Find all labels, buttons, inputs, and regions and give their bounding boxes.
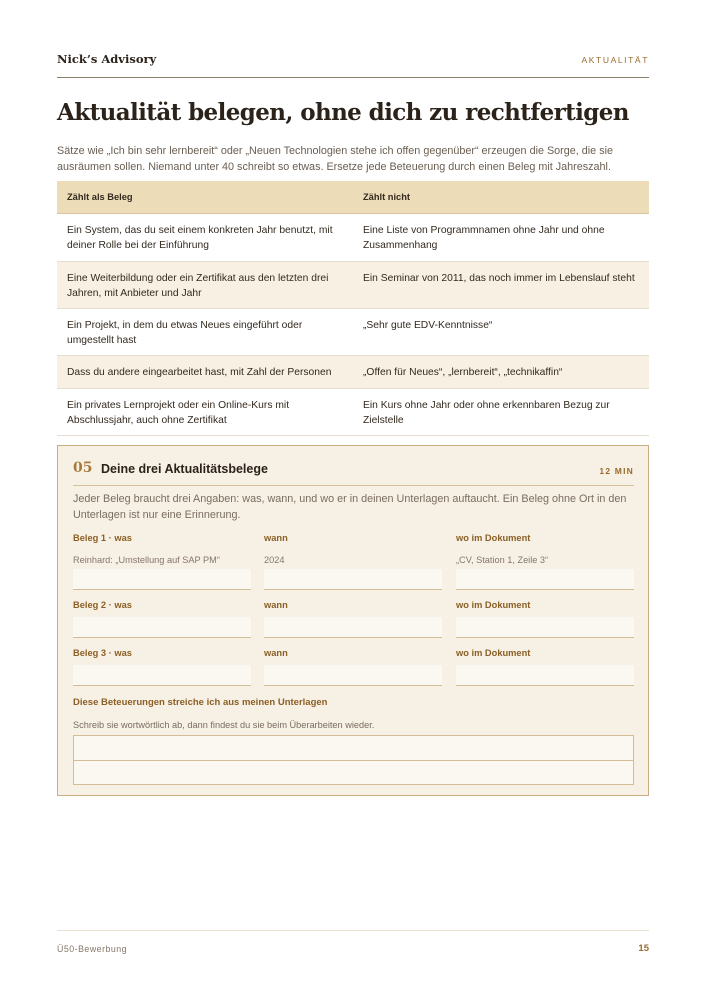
section-tag: AKTUALITÄT	[581, 55, 649, 65]
beleg2-when-field[interactable]	[264, 617, 442, 638]
table-cell: Eine Liste von Programmnamen ohne Jahr und ohne Zusammenhang	[353, 213, 649, 261]
table-row	[57, 213, 649, 261]
beleg3-what-field[interactable]	[73, 665, 251, 686]
label-beleg3-where: wo im Dokument	[456, 648, 531, 658]
label-beleg3-what: Beleg 3 · was	[73, 648, 132, 658]
page-number: 15	[638, 943, 649, 954]
page-header	[57, 52, 649, 78]
table-row	[57, 308, 649, 355]
label-beleg1-where: wo im Dokument	[456, 533, 531, 543]
label-beleg2-what: Beleg 2 · was	[73, 600, 132, 610]
exercise-intro: Jeder Beleg braucht drei Angaben: was, wann, und wo er in deinen Unterlagen auftaucht. Ein Beleg ohne Ort in den Unterlagen ist nur eine Erinnerung.	[73, 493, 627, 521]
page	[57, 0, 649, 1000]
header-counts: Zählt als Beleg	[57, 181, 353, 213]
strike-list-hint: Schreib sie wortwörtlich ab, dann findest du sie beim Überarbeiten wieder.	[73, 720, 375, 730]
beleg1-when-field[interactable]	[264, 569, 442, 590]
table-cell: „Offen für Neues“, „lernbereit“, „technikaffin“	[353, 355, 649, 388]
strike-list-title: Diese Beteuerungen streiche ich aus meinen Unterlagen	[73, 697, 328, 708]
footer-title: Ü50-Bewerbung	[57, 944, 128, 954]
table-cell: Ein privates Lernprojekt oder ein Online-Kurs mit Abschlussjahr, auch ohne Zertifikat	[57, 388, 353, 435]
example-beleg1-when: 2024	[264, 555, 285, 565]
table-cell: Ein Seminar von 2011, das noch immer im Lebenslauf steht	[353, 261, 649, 308]
beleg1-where-field[interactable]	[456, 569, 634, 590]
label-beleg2-where: wo im Dokument	[456, 600, 531, 610]
example-beleg1-where: „CV, Station 1, Zeile 3“	[456, 555, 549, 565]
label-beleg1-what: Beleg 1 · was	[73, 533, 132, 543]
table-cell: Ein System, das du seit einem konkreten Jahr benutzt, mit deiner Rolle bei der Einführung	[57, 213, 353, 261]
exercise-time: 12 MIN	[599, 466, 634, 476]
table-row	[57, 388, 649, 435]
textarea-divider	[74, 760, 633, 761]
page-title: Aktualität belegen, ohne dich zu rechtfertigen	[57, 99, 629, 126]
beleg2-where-field[interactable]	[456, 617, 634, 638]
brand-name: Nick’s Advisory	[57, 52, 157, 66]
page-footer	[57, 930, 649, 960]
exercise-header	[73, 460, 634, 486]
beleg3-when-field[interactable]	[264, 665, 442, 686]
exercise-title: Deine drei Aktualitätsbelege	[101, 462, 268, 476]
exercise-number: 05	[73, 460, 93, 476]
table-header-row	[57, 181, 649, 213]
label-beleg1-when: wann	[264, 533, 288, 543]
label-beleg2-when: wann	[264, 600, 288, 610]
intro-text: Sätze wie „Ich bin sehr lernbereit“ oder „Neuen Technologien stehe ich offen gegenüber“ erzeugen die Sorge, die sie ausräumen sollen. Niemand unter 40 schreibt so etwas. Ersetze jede Beteuerung durch einen Beleg mit Jahreszahl.	[57, 145, 613, 173]
beleg2-what-field[interactable]	[73, 617, 251, 638]
table-row	[57, 261, 649, 308]
strike-list-textarea[interactable]	[73, 735, 634, 785]
example-beleg1-what: Reinhard: „Umstellung auf SAP PM“	[73, 555, 220, 565]
table-cell: Eine Weiterbildung oder ein Zertifikat aus den letzten drei Jahren, mit Anbieter und Jahr	[57, 261, 353, 308]
table-cell: „Sehr gute EDV-Kenntnisse“	[353, 308, 649, 355]
label-beleg3-when: wann	[264, 648, 288, 658]
comparison-table	[57, 181, 649, 436]
table-row	[57, 355, 649, 388]
table-cell: Dass du andere eingearbeitet hast, mit Zahl der Personen	[57, 355, 353, 388]
beleg3-where-field[interactable]	[456, 665, 634, 686]
table-cell: Ein Projekt, in dem du etwas Neues eingeführt oder umgestellt hast	[57, 308, 353, 355]
table-cell: Ein Kurs ohne Jahr oder ohne erkennbaren Bezug zur Zielstelle	[353, 388, 649, 435]
beleg1-what-field[interactable]	[73, 569, 251, 590]
header-counts-not: Zählt nicht	[353, 181, 649, 213]
exercise-box	[57, 445, 649, 796]
